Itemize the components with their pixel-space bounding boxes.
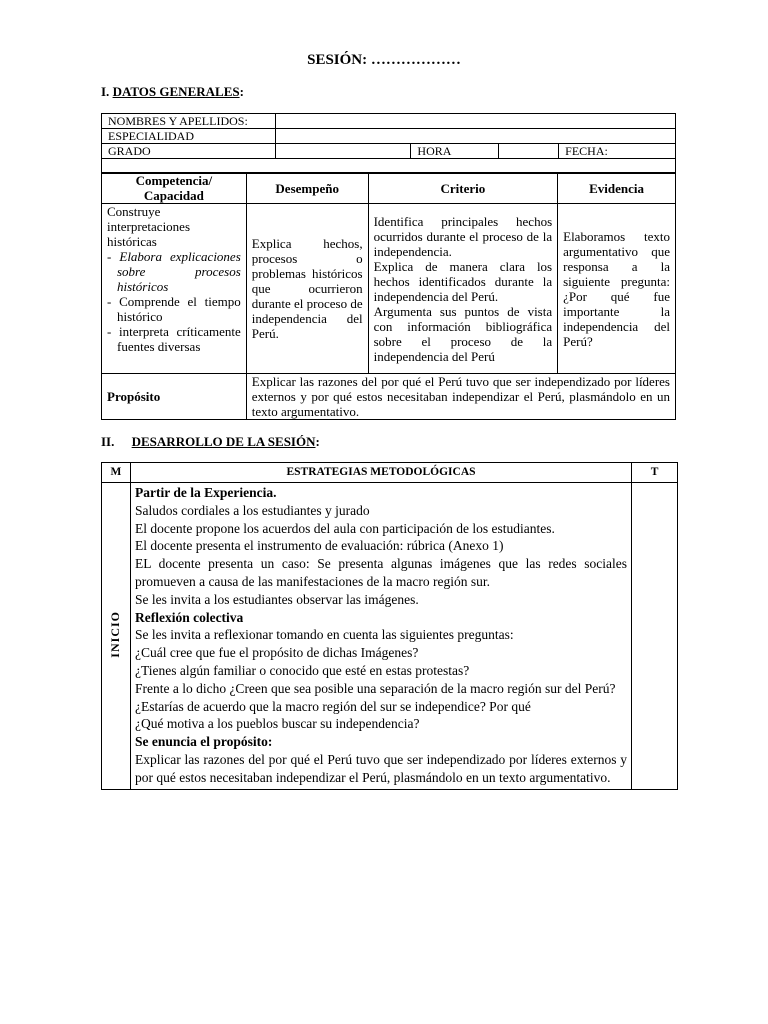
evidencia-cell: Elaboramos texto argumentativo que responsa a la siguiente pregunta: ¿Por qué fue importante la independencia del Perú? <box>558 204 676 374</box>
names-label: NOMBRES Y APELLIDOS: <box>102 114 276 129</box>
criterio-cell <box>368 204 558 374</box>
header-desempeno: Desempeño <box>246 173 368 204</box>
strategy-line: ¿Cuál cree que fue el propósito de dichas Imágenes? <box>134 645 419 661</box>
strategy-line: Explicar las razones del por qué el Perú tuvo que ser independizado por líderes externos y por qué estos necesitaban independizar el Perú, plasmándolo en un texto argumentativo. <box>134 751 628 785</box>
competencia-cell <box>102 204 247 374</box>
grade-label: GRADO <box>102 144 276 159</box>
header-t: T <box>632 463 678 483</box>
proposito-label: Propósito <box>102 374 247 420</box>
strategy-line: El docente presenta el instrumento de evaluación: rúbrica (Anexo 1) <box>134 538 504 554</box>
header-criterio: Criterio <box>368 173 558 204</box>
strategy-line: EL docente presenta un caso: Se presenta algunas imágenes que las redes sociales promueven a causa de las manifestaciones de la macro región sur. <box>134 556 628 589</box>
date-label: FECHA: <box>559 144 676 159</box>
header-strategies: ESTRATEGIAS METODOLÓGICAS <box>130 463 631 483</box>
specialty-label: ESPECIALIDAD <box>102 129 276 144</box>
time-cell <box>632 483 678 790</box>
strategy-line: ¿Estarías de acuerdo que la macro región del sur se independice? Por qué <box>134 698 531 714</box>
strategy-line: ¿Tienes algún familiar o conocido que esté en estas protestas? <box>134 662 470 678</box>
strategy-heading: Se enuncia el propósito: <box>134 734 273 750</box>
grade-field[interactable] <box>275 144 411 159</box>
section-1-number: I. <box>101 84 110 99</box>
capacity-item: - Elabora explicaciones sobre procesos históricos <box>107 249 241 294</box>
strategy-line: El docente propone los acuerdos del aula con participación de los estudiantes. <box>134 520 555 536</box>
moment-cell <box>102 483 131 790</box>
desempeno-cell: Explica hechos, procesos o problemas históricos que ocurrieron durante el proceso de independencia del Perú. <box>246 204 368 374</box>
section-2-label: DESARROLLO DE LA SESIÓN <box>131 434 316 449</box>
proposito-text: Explicar las razones del por qué el Perú tuvo que ser independizado por líderes externos y por qué estos necesitaban independizar el Perú, plasmándolo en un texto argumentativo. <box>246 374 675 420</box>
criterio-item: Argumenta sus puntos de vista con información bibliográfica sobre el proceso de la independencia del Perú <box>373 303 553 364</box>
strategy-line: Saludos cordiales a los estudiantes y jurado <box>134 502 370 518</box>
strategy-heading: Partir de la Experiencia. <box>134 485 277 500</box>
header-competencia: Competencia/ Capacidad <box>102 173 247 204</box>
criterio-item: Explica de manera clara los hechos identificados durante la independencia del Perú. <box>373 258 553 304</box>
strategy-line: ¿Qué motiva a los pueblos buscar su independencia? <box>134 716 420 732</box>
strategy-line: Se les invita a los estudiantes observar las imágenes. <box>134 591 419 607</box>
section-1-label: DATOS GENERALES <box>112 84 240 99</box>
strategy-heading: Reflexión colectiva <box>134 609 244 625</box>
session-table <box>101 462 678 790</box>
strategies-cell <box>130 483 631 790</box>
time-field[interactable] <box>499 144 559 159</box>
session-title: SESIÓN: ……………… <box>307 52 461 68</box>
header-evidencia: Evidencia <box>558 173 676 204</box>
strategy-line: Se les invita a reflexionar tomando en cuenta las siguientes preguntas: <box>134 627 514 643</box>
names-field[interactable] <box>275 114 675 129</box>
moment-label: INICIO <box>108 610 123 658</box>
strategy-line: Frente a lo dicho ¿Creen que sea posible una separación de la macro región sur del Perú? <box>134 680 616 696</box>
section-1-heading: I. DATOS GENERALES: <box>101 84 244 99</box>
section-2-heading: II. DESARROLLO DE LA SESIÓN: <box>101 434 320 449</box>
competencia-main: Construye interpretaciones históricas <box>107 204 191 249</box>
general-data-table <box>101 113 676 174</box>
capacity-item: - interpreta críticamente fuentes diversas <box>107 324 241 354</box>
specialty-field[interactable] <box>275 129 675 144</box>
criterio-item: Identifica principales hechos ocurridos durante el proceso de la independencia. <box>373 213 553 259</box>
header-m: M <box>102 463 131 483</box>
competence-table <box>101 172 676 420</box>
capacity-item: - Comprende el tiempo histórico <box>107 294 241 324</box>
section-2-number: II. <box>101 434 115 449</box>
time-label: HORA <box>411 144 499 159</box>
